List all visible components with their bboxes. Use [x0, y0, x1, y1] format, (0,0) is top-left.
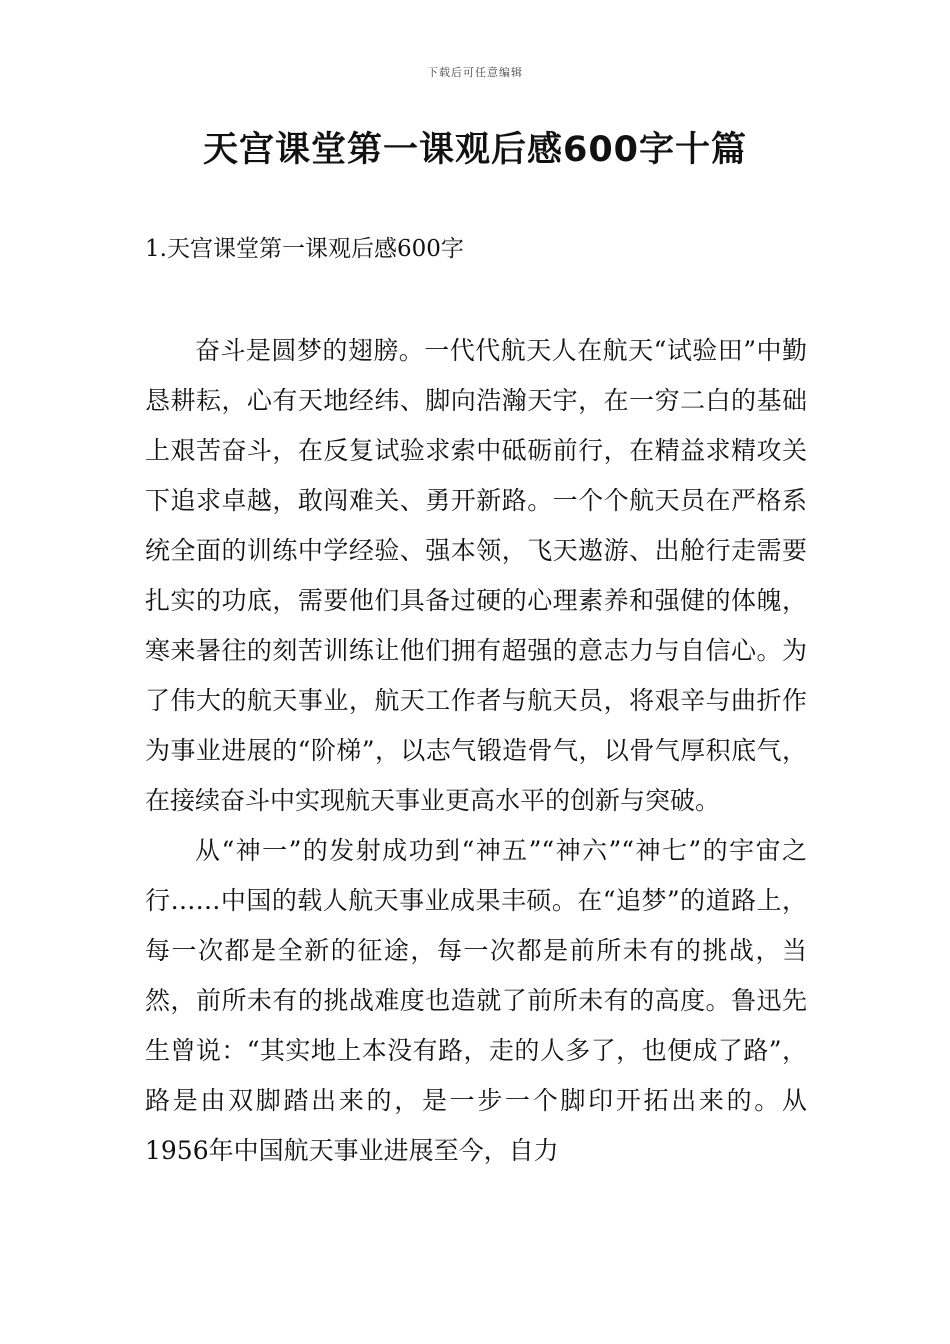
- paragraph-1: 奋斗是圆梦的翅膀。一代代航天人在航天“试验田”中勤恳耕耘，心有天地经纬、脚向浩瀚天宇，在一穷二白的基础上艰苦奋斗，在反复试验求索中砥砺前行，在精益求精攻关下追求卓越，敢闯难关、勇开新路。一个个航天员在严格系统全面的训练中学经验、强本领，飞天遨游、出舱行走需要扎实的功底，需要他们具备过硬的心理素养和强健的体魄，寒来暑往的刻苦训练让他们拥有超强的意志力与自信心。为了伟大的航天事业，航天工作者与航天员，将艰辛与曲折作为事业进展的“阶梯”，以志气锻造骨气，以骨气厚积底气，在接续奋斗中实现航天事业更高水平的创新与突破。: [145, 336, 807, 815]
- paragraph-2: 从“神一”的发射成功到“神五”“神六”“神七”的宇宙之行……中国的载人航天事业成果丰硕。在“追梦”的道路上，每一次都是全新的征途，每一次都是前所未有的挑战，当然，前所未有的挑战难度也造就了前所未有的高度。鲁迅先生曾说：“其实地上本没有路，走的人多了，也便成了路”，路是由双脚踏出来的，是一步一个脚印开拓出来的。从1956年中国航天事业进展至今，自力: [145, 836, 807, 1165]
- section-heading: 1.天宫课堂第一课观后感600字: [145, 236, 464, 262]
- header-note: 下载后可任意编辑: [427, 66, 523, 79]
- body-text: [145, 326, 807, 1176]
- document-title: 天宫课堂第一课观后感600字十篇: [202, 130, 748, 170]
